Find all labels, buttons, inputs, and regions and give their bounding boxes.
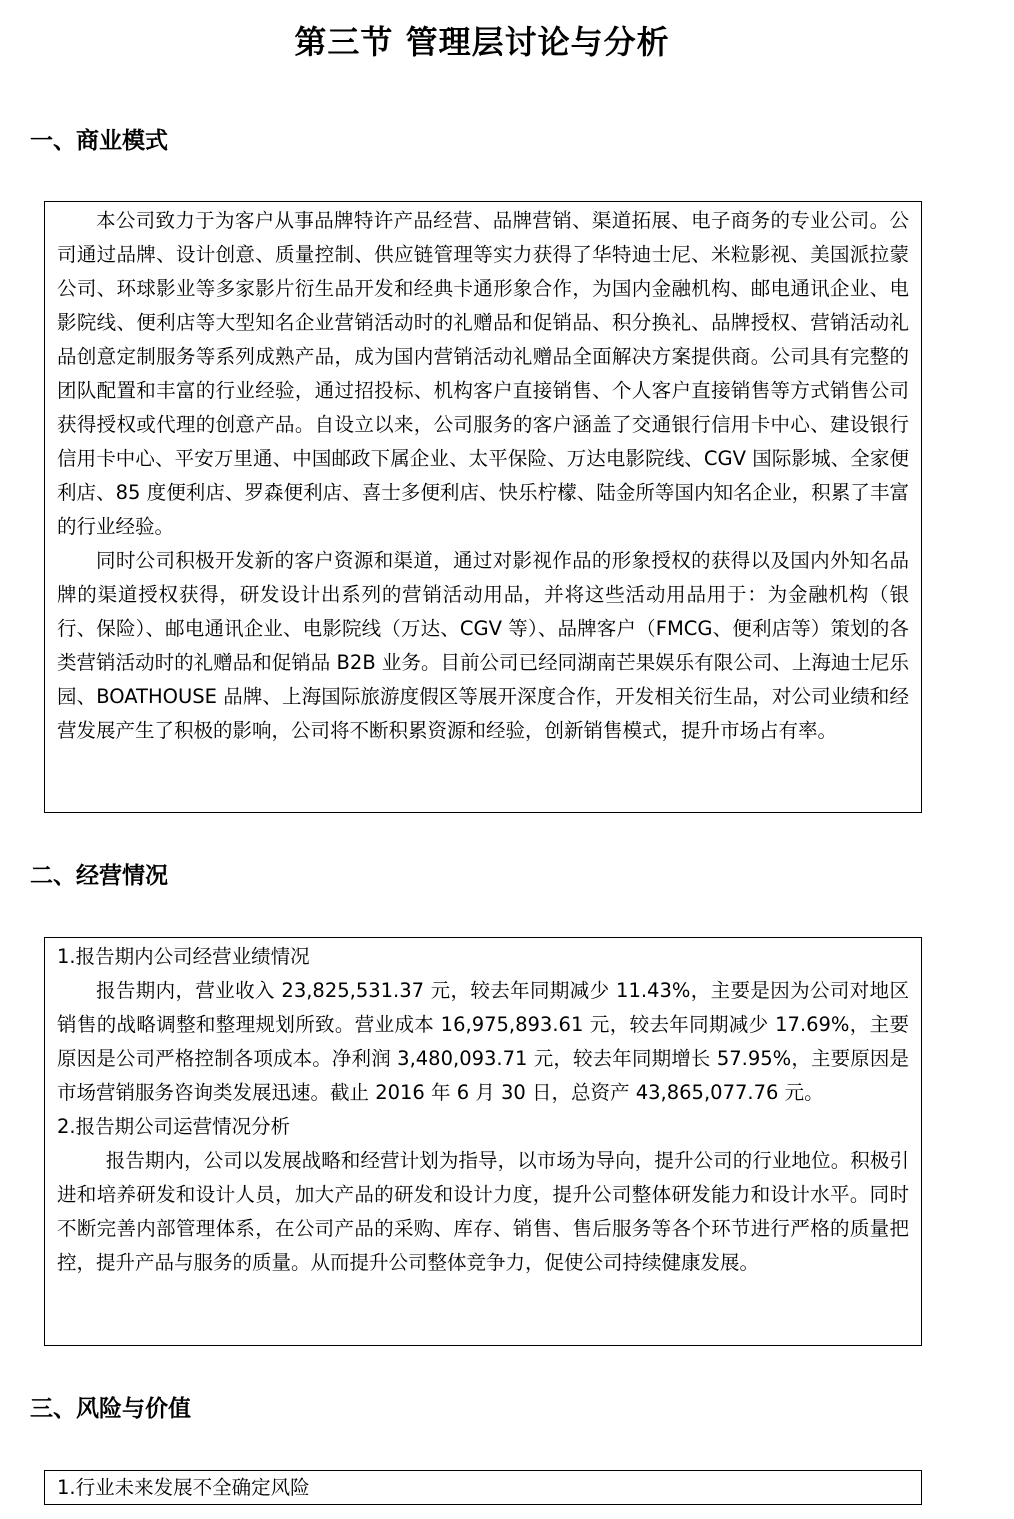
section-heading-operations: 二、经营情况 (30, 863, 168, 889)
page-title: 第三节 管理层讨论与分析 (294, 23, 670, 61)
operations-box (44, 937, 922, 1346)
operations-paragraph-1: 报告期内，营业收入 23,825,531.37 元，较去年同期减少 11.43%，主要是因为公司对地区销售的战略调整和整理规划所致。营业成本 16,975,893.61 元，较去年同期减少 17.69%，主要原因是公司严格控制各项成本。净利润 3,480,093.71 元，较去年同期增长 57.95%，主要原因是市场营销服务咨询类发展迅速。截止 2016 年 6 月 30 日，总资产 43,865,077.76 元。 (57, 979, 909, 1104)
operations-paragraph-2: 报告期内，公司以发展战略和经营计划为指导，以市场为导向，提升公司的行业地位。积极引进和培养研发和设计人员，加大产品的研发和设计力度，提升公司整体研发能力和设计水平。同时不断完善内部管理体系，在公司产品的采购、库存、销售、售后服务等各个环节进行严格的质量把控，提升产品与服务的质量。从而提升公司整体竞争力，促使公司持续健康发展。 (57, 1149, 909, 1274)
business-model-box (44, 201, 922, 813)
section-heading-risk-value: 三、风险与价值 (30, 1396, 191, 1422)
business-model-paragraph-2: 同时公司积极开发新的客户资源和渠道，通过对影视作品的形象授权的获得以及国内外知名品牌的渠道授权获得，研发设计出系列的营销活动用品，并将这些活动用品用于：为金融机构（银行、保险）、邮电通讯企业、电影院线（万达、CGV 等）、品牌客户（FMCG、便利店等）策划的各类营销活动时的礼赠品和促销品 B2B 业务。目前公司已经同湖南芒果娱乐有限公司、上海迪士尼乐园、BOATHOUSE 品牌、上海国际旅游度假区等展开深度合作，开发相关衍生品，对公司业绩和经营发展产生了积极的影响，公司将不断积累资源和经验，创新销售模式，提升市场占有率。 (57, 549, 909, 742)
operations-subheading-2: 2.报告期公司运营情况分析 (57, 1115, 291, 1138)
risk-subheading-1: 1.行业未来发展不全确定风险 (57, 1476, 310, 1499)
operations-subheading-1: 1.报告期内公司经营业绩情况 (57, 945, 310, 968)
section-heading-business-model: 一、商业模式 (30, 128, 168, 154)
business-model-paragraph-1: 本公司致力于为客户从事品牌特许产品经营、品牌营销、渠道拓展、电子商务的专业公司。公司通过品牌、设计创意、质量控制、供应链管理等实力获得了华特迪士尼、米粒影视、美国派拉蒙公司、环球影业等多家影片衍生品开发和经典卡通形象合作，为国内金融机构、邮电通讯企业、电影院线、便利店等大型知名企业营销活动时的礼赠品和促销品、积分换礼、品牌授权、营销活动礼品创意定制服务等系列成熟产品，成为国内营销活动礼赠品全面解决方案提供商。公司具有完整的团队配置和丰富的行业经验，通过招投标、机构客户直接销售、个人客户直接销售等方式销售公司获得授权或代理的创意产品。自设立以来，公司服务的客户涵盖了交通银行信用卡中心、建设银行信用卡中心、平安万里通、中国邮政下属企业、太平保险、万达电影院线、CGV 国际影城、全家便利店、85 度便利店、罗森便利店、喜士多便利店、快乐柠檬、陆金所等国内知名企业，积累了丰富的行业经验。 (57, 209, 909, 538)
risk-box (44, 1470, 922, 1505)
